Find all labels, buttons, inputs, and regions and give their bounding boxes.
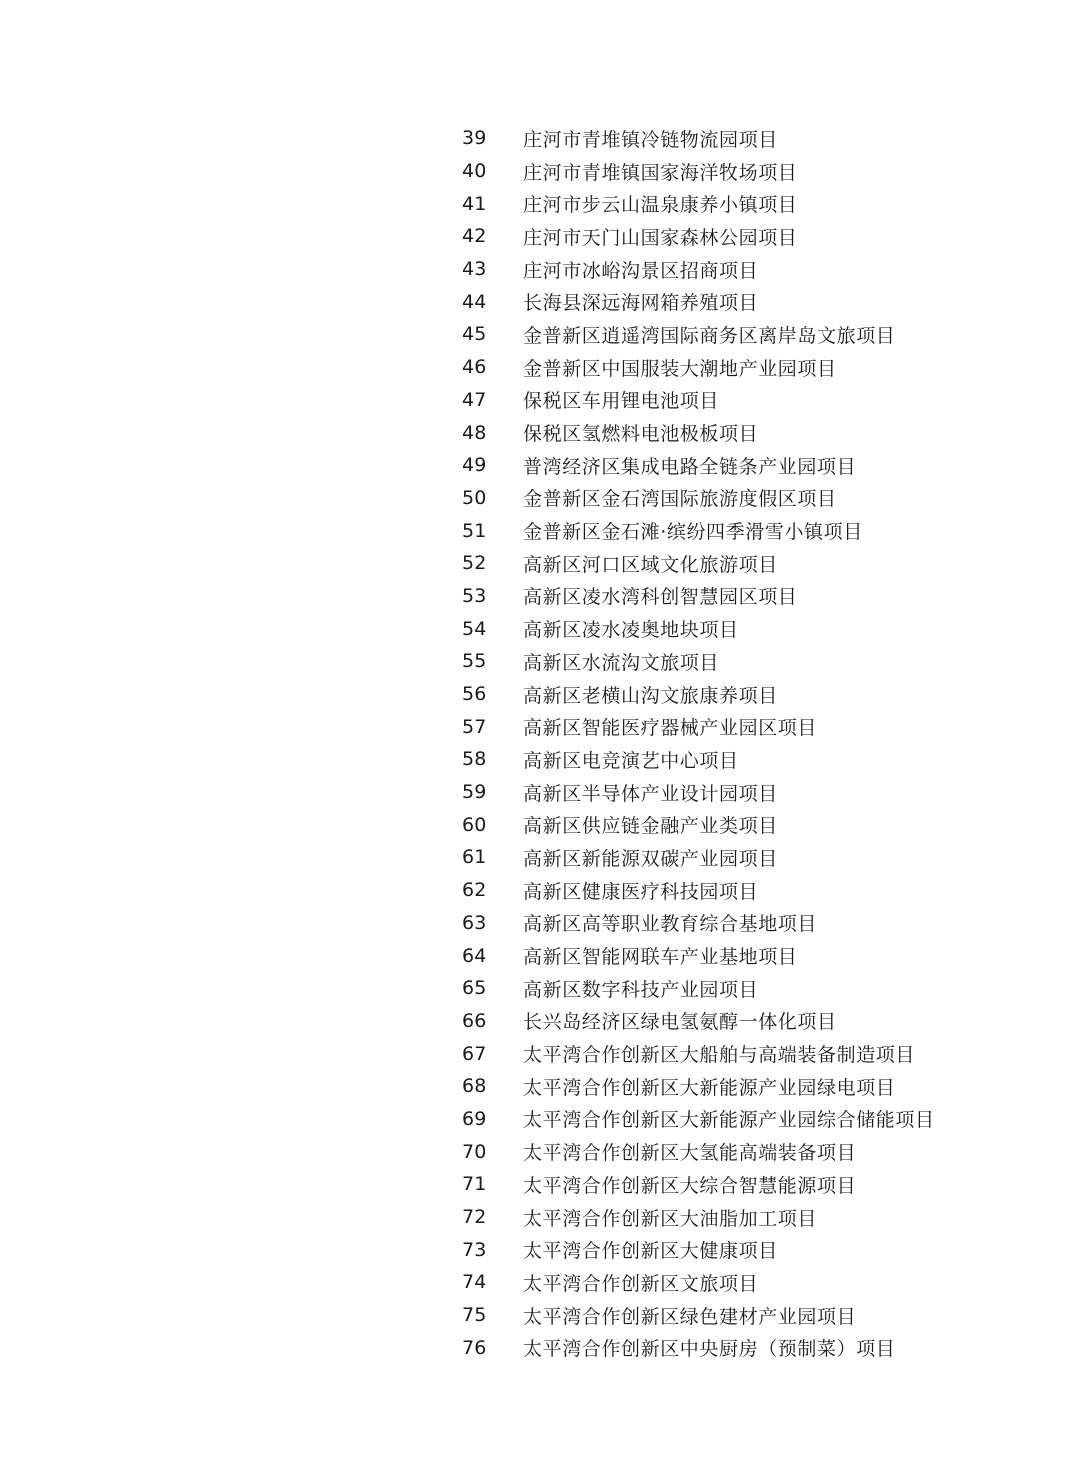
list-item [462, 743, 935, 776]
list-item [462, 1266, 935, 1299]
project-name: 太平湾合作创新区文旅项目 [523, 1272, 759, 1295]
list-item [462, 318, 935, 351]
list-item [462, 710, 935, 743]
list-item [462, 155, 935, 188]
item-number: 44 [462, 290, 487, 313]
list-item [462, 220, 935, 253]
project-name: 长海县深远海网箱养殖项目 [523, 292, 759, 315]
project-name: 庄河市步云山温泉康养小镇项目 [523, 194, 798, 217]
project-name: 高新区电竞演艺中心项目 [523, 749, 739, 772]
list-item [462, 285, 935, 318]
project-name: 普湾经济区集成电路全链条产业园项目 [523, 455, 857, 478]
list-item [462, 612, 935, 645]
item-number: 51 [462, 519, 487, 542]
item-number: 76 [462, 1336, 487, 1359]
list-item [462, 482, 935, 515]
item-number: 40 [462, 160, 487, 183]
item-number: 60 [462, 813, 487, 836]
project-name: 高新区智能网联车产业基地项目 [523, 946, 798, 969]
project-name: 高新区高等职业教育综合基地项目 [523, 913, 818, 936]
list-item [462, 1299, 935, 1332]
project-name: 高新区凌水湾科创智慧园区项目 [523, 586, 798, 609]
item-number: 54 [462, 617, 487, 640]
list-item [462, 253, 935, 286]
item-number: 45 [462, 323, 487, 346]
list-item [462, 1168, 935, 1201]
list-item [462, 547, 935, 580]
project-name: 高新区老横山沟文旅康养项目 [523, 684, 778, 707]
item-number: 42 [462, 225, 487, 248]
project-name: 高新区智能医疗器械产业园区项目 [523, 717, 818, 740]
project-name: 金普新区逍遥湾国际商务区离岸岛文旅项目 [523, 324, 896, 347]
item-number: 69 [462, 1107, 487, 1130]
project-list [462, 122, 935, 1364]
item-number: 58 [462, 748, 487, 771]
item-number: 61 [462, 846, 487, 869]
project-name: 金普新区金石湾国际旅游度假区项目 [523, 488, 837, 511]
list-item [462, 907, 935, 940]
project-name: 太平湾合作创新区大新能源产业园综合储能项目 [523, 1109, 935, 1132]
project-name: 太平湾合作创新区绿色建材产业园项目 [523, 1305, 857, 1328]
list-item [462, 1005, 935, 1038]
project-name: 金普新区中国服装大潮地产业园项目 [523, 357, 837, 380]
project-name: 长兴岛经济区绿电氢氨醇一体化项目 [523, 1011, 837, 1034]
list-item [462, 1070, 935, 1103]
project-name: 高新区河口区域文化旅游项目 [523, 553, 778, 576]
project-name: 高新区水流沟文旅项目 [523, 651, 720, 674]
item-number: 74 [462, 1271, 487, 1294]
item-number: 43 [462, 258, 487, 281]
list-item [462, 416, 935, 449]
project-name: 太平湾合作创新区大新能源产业园绿电项目 [523, 1076, 896, 1099]
project-name: 太平湾合作创新区大氢能高端装备项目 [523, 1142, 857, 1165]
item-number: 63 [462, 911, 487, 934]
list-item [462, 1135, 935, 1168]
list-item [462, 645, 935, 678]
item-number: 71 [462, 1173, 487, 1196]
project-name: 高新区新能源双碳产业园项目 [523, 847, 778, 870]
project-name: 庄河市天门山国家森林公园项目 [523, 226, 798, 249]
list-item [462, 874, 935, 907]
item-number: 39 [462, 127, 487, 150]
project-name: 高新区供应链金融产业类项目 [523, 815, 778, 838]
item-number: 64 [462, 944, 487, 967]
item-number: 67 [462, 1042, 487, 1065]
item-number: 68 [462, 1075, 487, 1098]
item-number: 65 [462, 977, 487, 1000]
list-item [462, 122, 935, 155]
list-item [462, 384, 935, 417]
list-item [462, 972, 935, 1005]
item-number: 72 [462, 1206, 487, 1229]
list-item [462, 678, 935, 711]
list-item [462, 808, 935, 841]
project-name: 太平湾合作创新区大船舶与高端装备制造项目 [523, 1044, 916, 1067]
list-item [462, 1233, 935, 1266]
project-name: 庄河市冰峪沟景区招商项目 [523, 259, 759, 282]
item-number: 50 [462, 486, 487, 509]
item-number: 59 [462, 781, 487, 804]
project-name: 高新区健康医疗科技园项目 [523, 880, 759, 903]
project-name: 太平湾合作创新区大综合智慧能源项目 [523, 1174, 857, 1197]
list-item [462, 1103, 935, 1136]
item-number: 49 [462, 454, 487, 477]
item-number: 46 [462, 356, 487, 379]
list-item [462, 1331, 935, 1364]
list-item [462, 1037, 935, 1070]
item-number: 55 [462, 650, 487, 673]
list-item [462, 1201, 935, 1234]
project-name: 保税区车用锂电池项目 [523, 390, 720, 413]
project-name: 金普新区金石滩·缤纷四季滑雪小镇项目 [523, 521, 863, 544]
project-name: 庄河市青堆镇国家海洋牧场项目 [523, 161, 798, 184]
list-item [462, 939, 935, 972]
item-number: 41 [462, 192, 487, 215]
item-number: 53 [462, 584, 487, 607]
project-name: 高新区凌水凌奥地块项目 [523, 619, 739, 642]
project-name: 太平湾合作创新区大油脂加工项目 [523, 1207, 818, 1230]
item-number: 57 [462, 715, 487, 738]
list-item [462, 187, 935, 220]
item-number: 52 [462, 552, 487, 575]
list-item [462, 841, 935, 874]
list-item [462, 776, 935, 809]
list-item [462, 449, 935, 482]
item-number: 62 [462, 879, 487, 902]
project-name: 太平湾合作创新区大健康项目 [523, 1240, 778, 1263]
item-number: 47 [462, 388, 487, 411]
project-name: 高新区数字科技产业园项目 [523, 978, 759, 1001]
list-item [462, 580, 935, 613]
project-name: 太平湾合作创新区中央厨房（预制菜）项目 [523, 1338, 896, 1361]
project-name: 保税区氢燃料电池极板项目 [523, 423, 759, 446]
list-item [462, 351, 935, 384]
item-number: 70 [462, 1140, 487, 1163]
item-number: 66 [462, 1009, 487, 1032]
item-number: 48 [462, 421, 487, 444]
project-name: 高新区半导体产业设计园项目 [523, 782, 778, 805]
item-number: 73 [462, 1238, 487, 1261]
project-name: 庄河市青堆镇冷链物流园项目 [523, 128, 778, 151]
item-number: 56 [462, 683, 487, 706]
item-number: 75 [462, 1304, 487, 1327]
list-item [462, 514, 935, 547]
